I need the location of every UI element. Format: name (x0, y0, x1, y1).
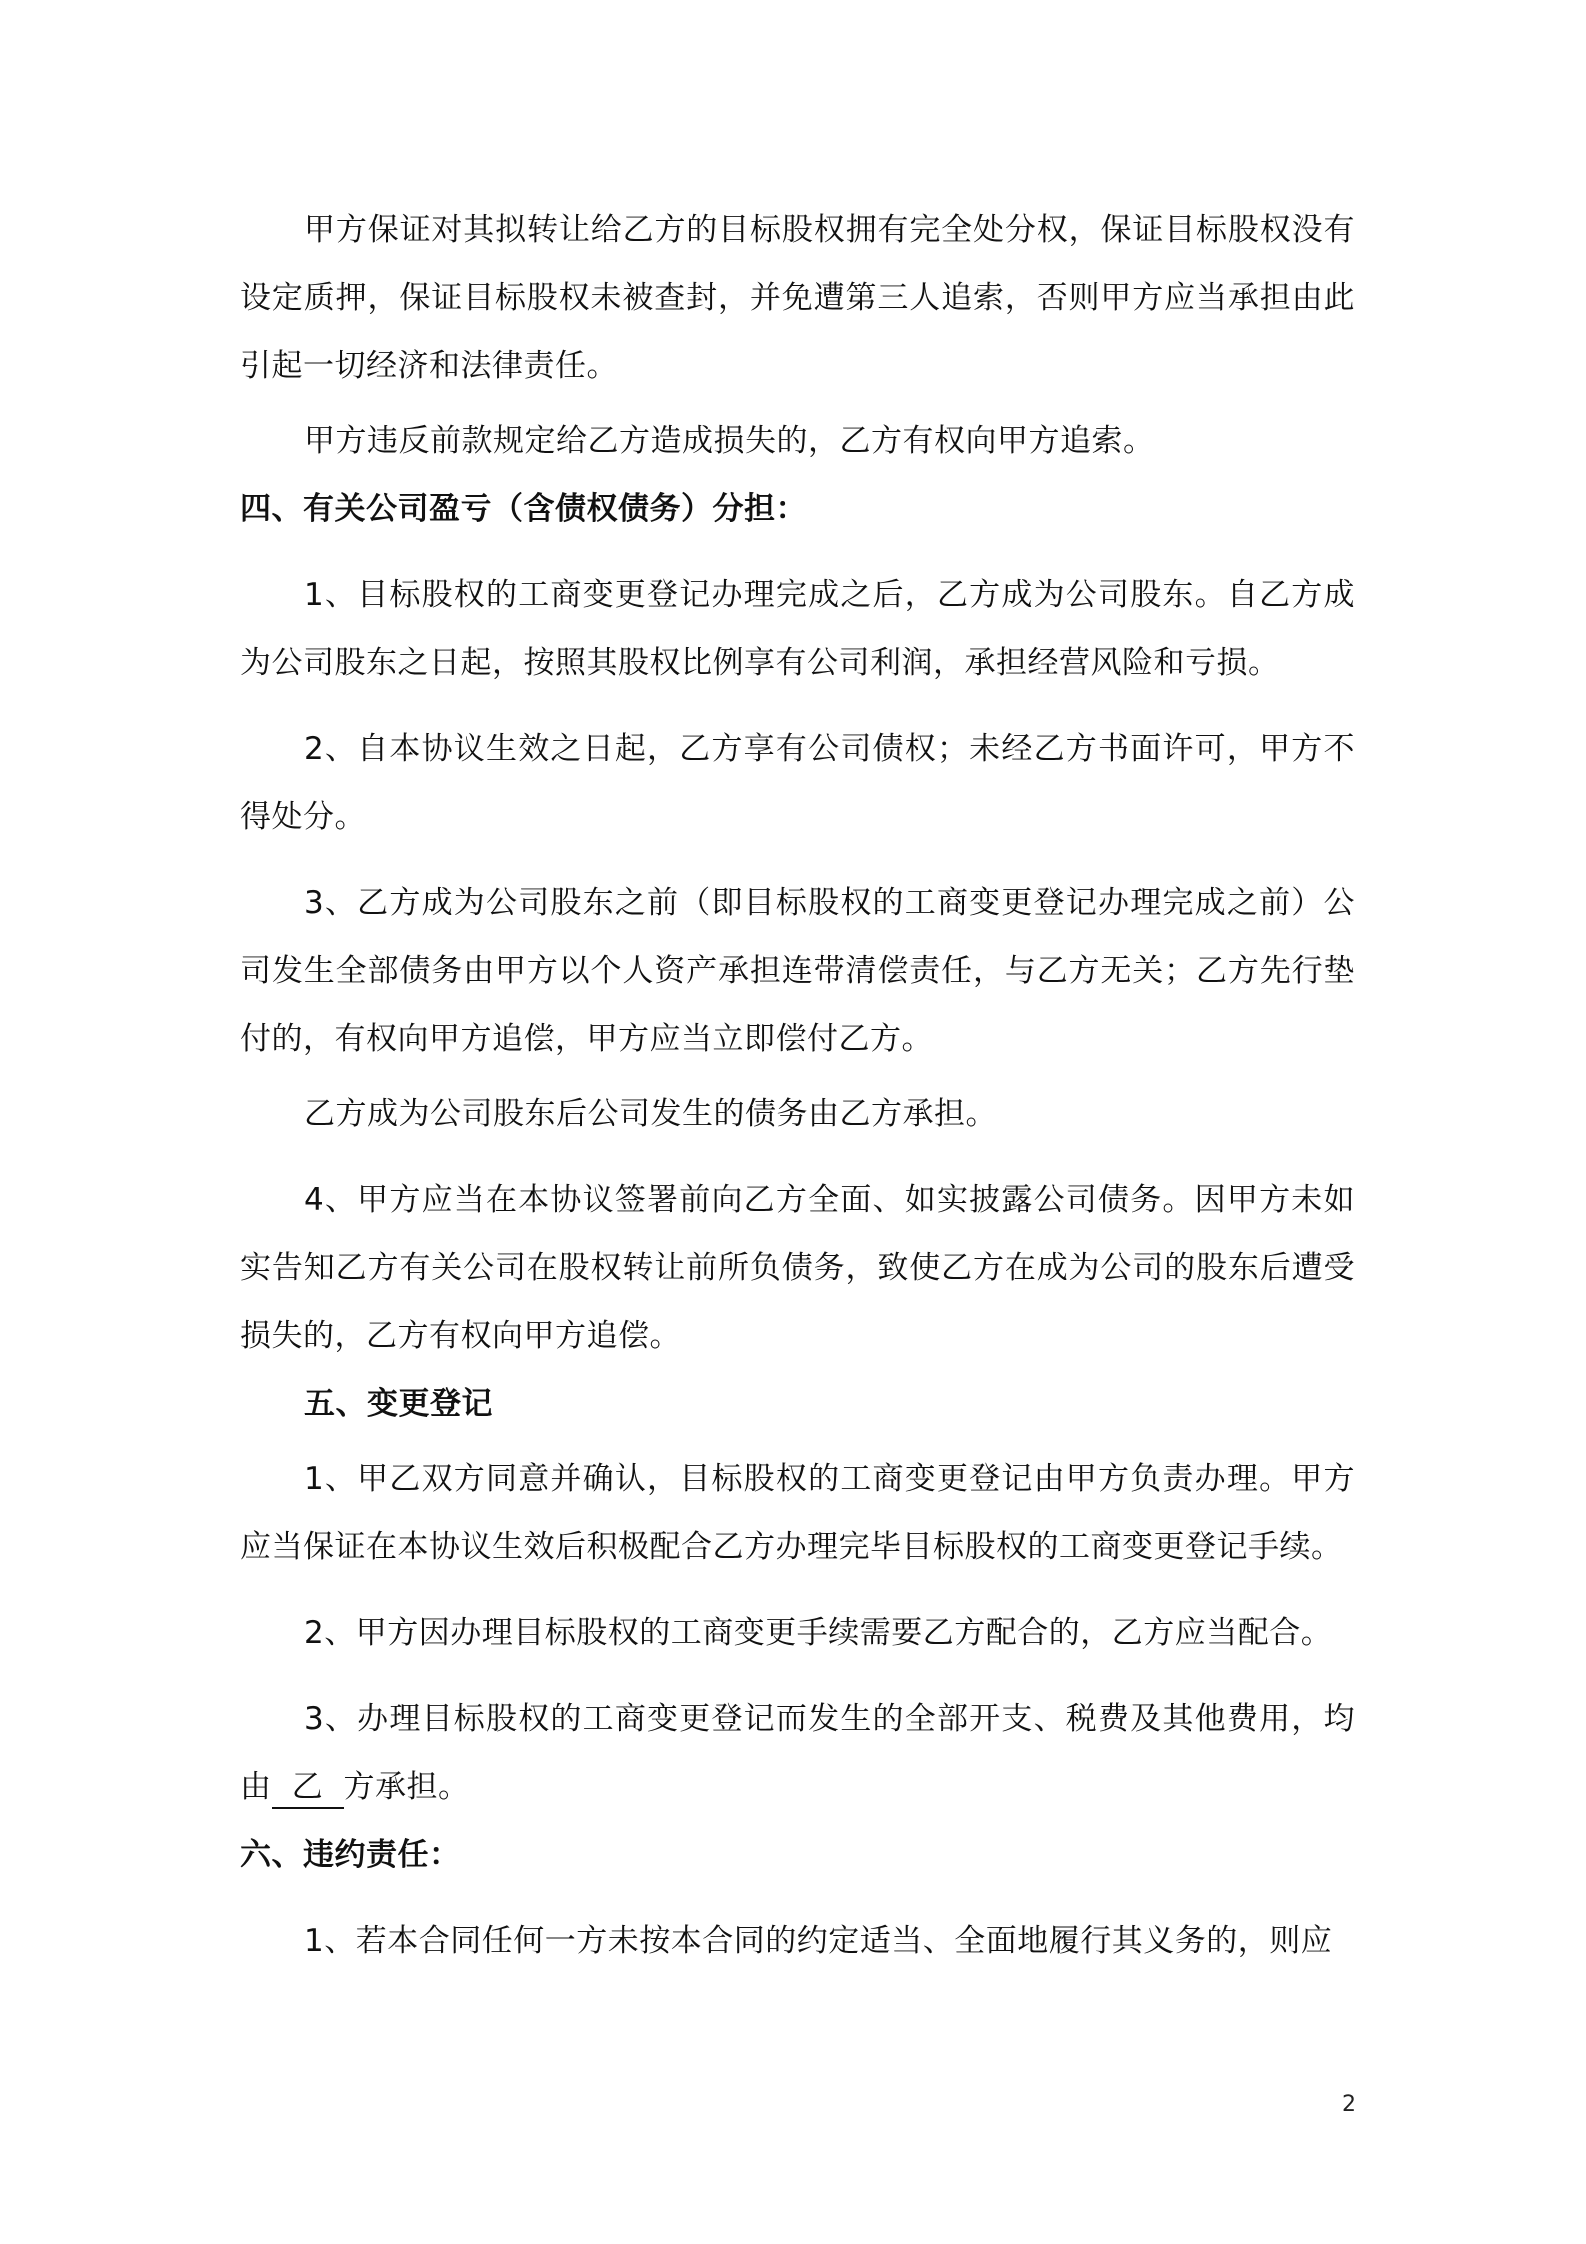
paragraph-4-1: 1、目标股权的工商变更登记办理完成之后，乙方成为公司股东。自乙方成为公司股东之日起，按照其股权比例享有公司利润，承担经营风险和亏损。 (240, 577, 1355, 681)
paragraph-5-3 (240, 1685, 1355, 1821)
fill-in-blank-party: 乙 (272, 1767, 344, 1809)
page-number: 2 (1342, 2092, 1356, 2117)
paragraph-4-4: 4、甲方应当在本协议签署前向乙方全面、如实披露公司债务。因甲方未如实告知乙方有关公司在股权转让前所负债务，致使乙方在成为公司的股东后遭受损失的，乙方有权向甲方追偿。 (240, 1182, 1355, 1354)
section-heading-profit-loss: 四、有关公司盈亏（含债权债务）分担： (240, 491, 807, 527)
section-heading-liability: 六、违约责任： (240, 1837, 461, 1873)
paragraph-5-2: 2、甲方因办理目标股权的工商变更手续需要乙方配合的，乙方应当配合。 (304, 1615, 1333, 1651)
paragraph-4-2: 2、自本协议生效之日起，乙方享有公司债权；未经乙方书面许可，甲方不得处分。 (240, 731, 1355, 835)
paragraph-4-3: 3、乙方成为公司股东之前（即目标股权的工商变更登记办理完成之前）公司发生全部债务由甲方以个人资产承担连带清偿责任，与乙方无关；乙方先行垫付的，有权向甲方追偿，甲方应当立即偿付乙方。 (240, 885, 1355, 1057)
section-heading-change-registration: 五、变更登记 (304, 1386, 493, 1422)
paragraph-4-3-continued: 乙方成为公司股东后公司发生的债务由乙方承担。 (304, 1096, 997, 1132)
paragraph-5-3-ending: 方承担。 (343, 1769, 470, 1805)
paragraph-breach-recourse: 甲方违反前款规定给乙方造成损失的，乙方有权向甲方追索。 (304, 423, 1155, 459)
paragraph-equity-warranty: 甲方保证对其拟转让给乙方的目标股权拥有完全处分权，保证目标股权没有设定质押，保证目标股权未被查封，并免遭第三人追索，否则甲方应当承担由此引起一切经济和法律责任。 (240, 212, 1355, 384)
paragraph-5-3-text: 3、办理目标股权的工商变更登记而发生的全部开支、税费及其他费用，均由 (240, 1701, 1355, 1805)
paragraph-6-1: 1、若本合同任何一方未按本合同的约定适当、全面地履行其义务的，则应 (304, 1923, 1333, 1959)
document-body (240, 196, 1355, 1975)
paragraph-5-1: 1、甲乙双方同意并确认，目标股权的工商变更登记由甲方负责办理。甲方应当保证在本协议生效后积极配合乙方办理完毕目标股权的工商变更登记手续。 (240, 1461, 1355, 1565)
